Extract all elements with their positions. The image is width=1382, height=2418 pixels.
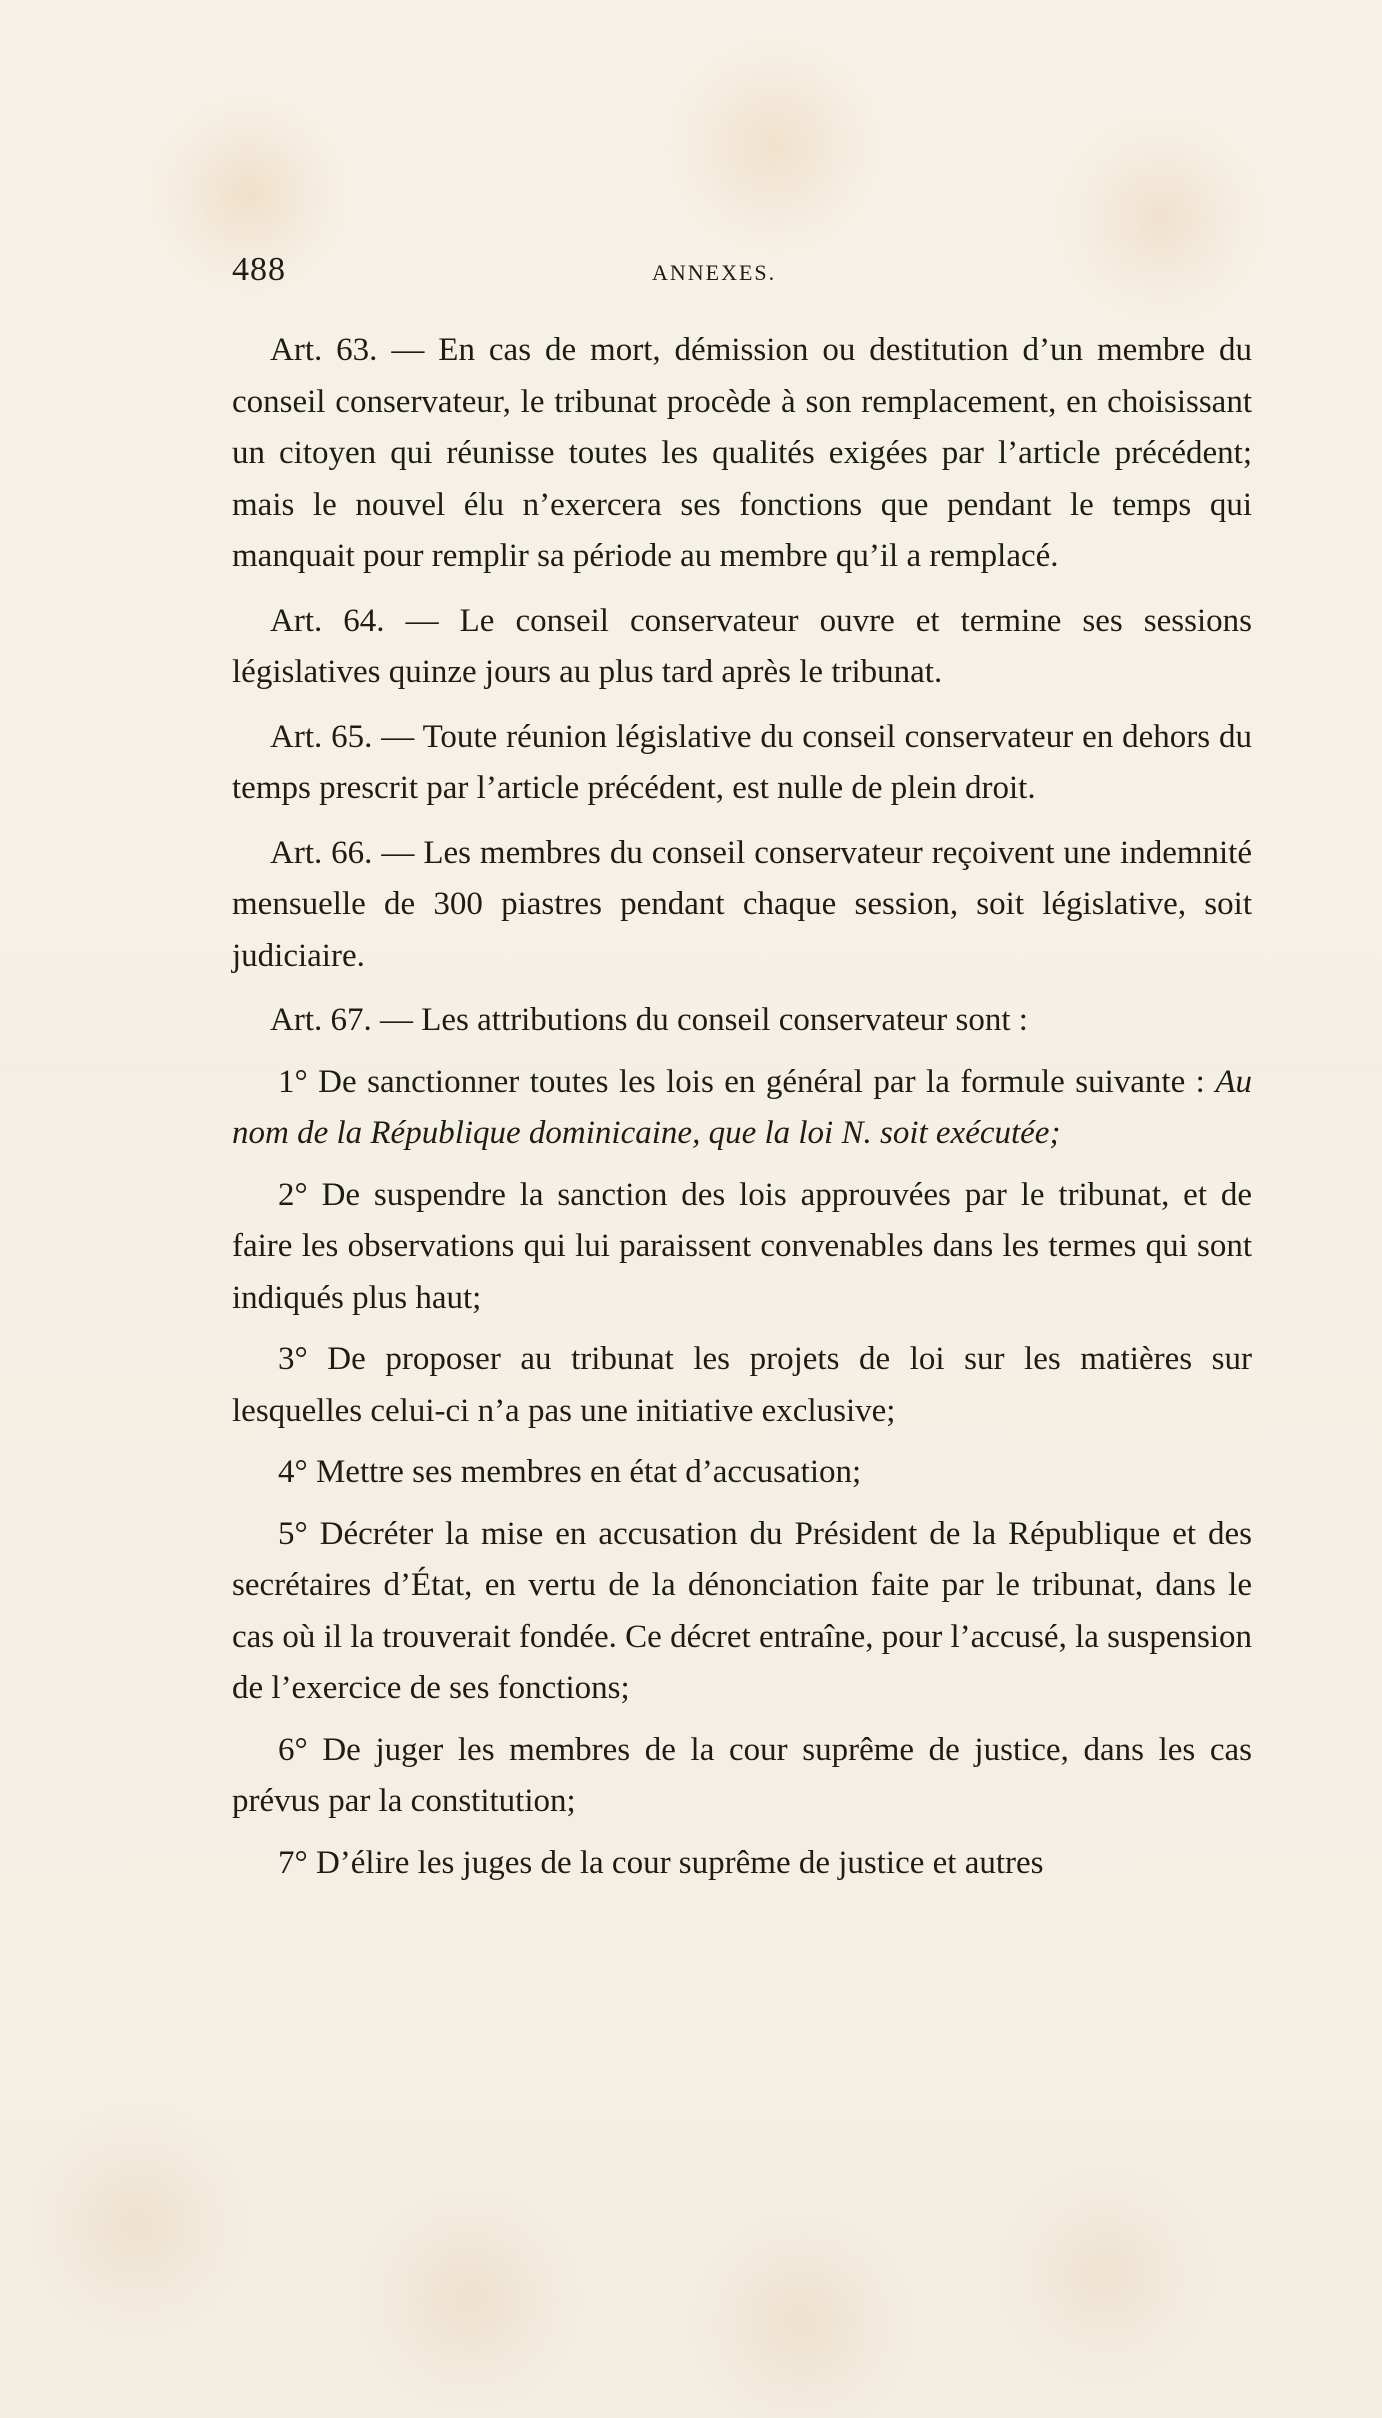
article-label: Art. 63. [270,332,378,368]
article-65 [232,712,1252,815]
item-number: 1° [278,1063,308,1100]
list-item-4 [232,1447,1252,1499]
page-header [232,250,1222,290]
article-text: — Le conseil conservateur ouvre et termine ses sessions législatives quinze jours au plus tard après le tribunat. [232,602,1252,690]
item-text: Décréter la mise en accusation du Président de la République et des secrétaires d’État, en vertu de la dénonciation faite par le tribunat, dans le cas où il la trouverait fondée. Ce décret entraîne, pour l’accusé, la suspension de l’exercice de ses fonctions; [232,1515,1252,1706]
article-label: Art. 65. [270,718,373,755]
list-item-2 [232,1170,1252,1325]
article-label: Art. 67. [270,1002,372,1038]
list-item-1 [232,1057,1252,1160]
article-text: — Toute réunion législative du conseil conservateur en dehors du temps prescrit par l’article précédent, est nulle de plein droit. [232,718,1252,806]
item-text: De proposer au tribunat les projets de loi sur les matières sur lesquelles celui-ci n’a pas une initiative exclusive; [232,1341,1252,1429]
item-number: 7° [278,1844,308,1881]
article-63 [232,325,1252,583]
item-text: D’élire les juges de la cour suprême de justice et autres [307,1844,1044,1881]
item-text: De suspendre la sanction des lois approuvées par le tribunat, et de faire les observations qui lui paraissent convenables dans les termes qui sont indiqués plus haut; [232,1176,1252,1316]
item-number: 4° [278,1454,308,1490]
item-text: De juger les membres de la cour suprême de justice, dans les cas prévus par la constitution; [232,1731,1252,1819]
article-text: — Les membres du conseil conservateur reçoivent une indemnité mensuelle de 300 piastres pendant chaque session, soit législative, soit judiciaire. [232,834,1252,974]
item-text: De sanctionner toutes les lois en général par la formule suivante : [307,1063,1216,1100]
list-item-7 [232,1838,1252,1890]
item-text: Mettre ses membres en état d’accusation; [307,1454,862,1490]
list-item-5 [232,1509,1252,1715]
article-66 [232,828,1252,983]
article-text: — En cas de mort, démission ou destitution d’un membre du conseil conservateur, le tribunat procède à son remplacement, en choisissant un citoyen qui réunisse toutes les qualités exigées par l’article précédent; mais le nouvel élu n’exercera ses fonctions que pendant le temps qui manquait pour remplir sa période au membre qu’il a remplacé. [232,332,1253,574]
item-formula: Au nom de la République dominicaine, que la loi N. soit exécutée; [232,1063,1252,1151]
article-text: — Les attributions du conseil conservateur sont : [371,1002,1028,1038]
item-number: 2° [278,1176,308,1213]
running-title: ANNEXES. [652,260,777,285]
item-number: 3° [278,1341,308,1377]
article-label: Art. 64. [270,602,385,639]
item-number: 6° [278,1731,308,1768]
list-item-6 [232,1725,1252,1828]
article-label: Art. 66. [270,834,373,871]
article-64 [232,596,1252,699]
item-number: 5° [278,1515,308,1552]
page-number: 488 [232,251,286,288]
article-67 [232,995,1252,1047]
page-content [232,325,1252,1889]
list-item-3 [232,1334,1252,1437]
